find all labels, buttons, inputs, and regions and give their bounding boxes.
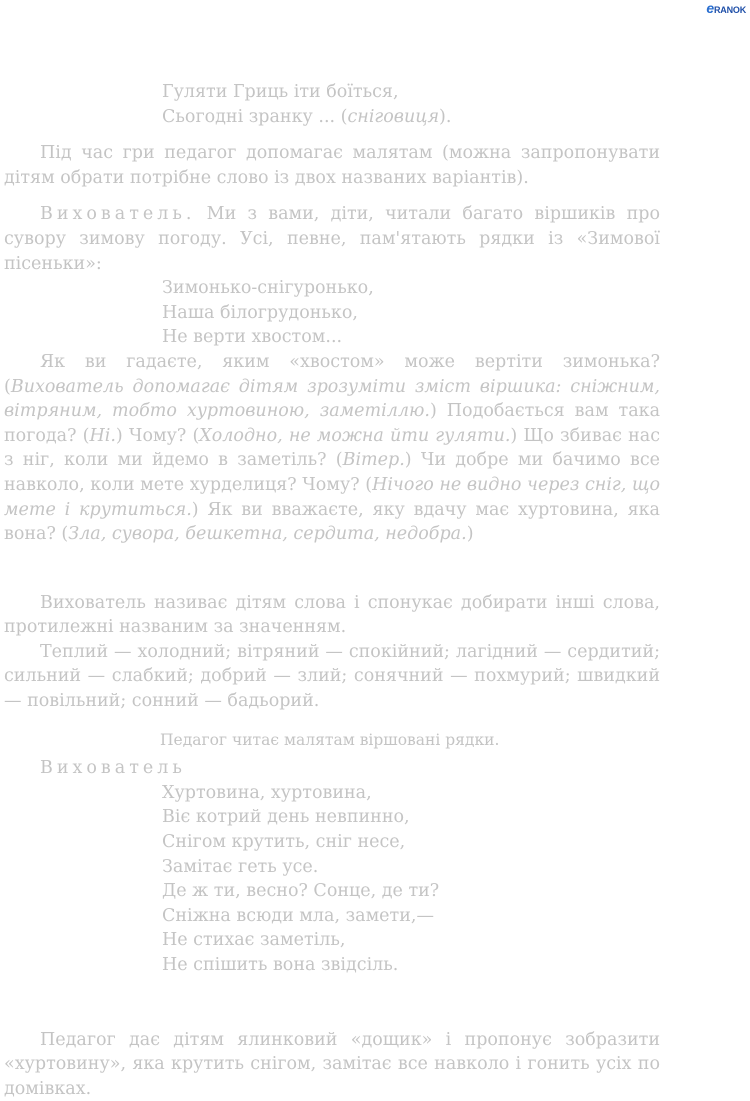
verse-answer: сніговиця bbox=[347, 106, 440, 127]
verse-text: ). bbox=[439, 106, 452, 127]
question-text: ) Подобається вам така погода? ( bbox=[4, 401, 660, 446]
verse-line: Гуляти Гриць іти боїться, bbox=[162, 82, 399, 102]
verse-line: Не спішить вона звідсіль. bbox=[162, 955, 399, 975]
question-text: Як ви гадаєте, яким «хвостом» може вертіти зимонька? ( bbox=[4, 351, 660, 397]
logo-mark: e bbox=[706, 0, 714, 16]
verse-line: Сніжна всюди мла, замети,— bbox=[162, 905, 434, 926]
verse-line: Не верти хвостом... bbox=[162, 327, 343, 348]
verse-line: Віє котрий день невпинно, bbox=[162, 807, 410, 828]
paragraph-hint: Під час гри педагог допомагає малятам (можна запропонувати дітям обрати потрібне слово із двох названих варіантів). bbox=[4, 143, 660, 188]
paragraph-questions bbox=[4, 350, 660, 547]
paragraph-antonyms-intro: Вихователь називає дітям слова і спонукає добирати інші слова, протилежні названим за значенням. bbox=[4, 592, 660, 638]
verse-text: Сьогодні зранку ... ( bbox=[162, 106, 348, 127]
question-text: ) bbox=[466, 524, 474, 545]
speaker-label: Вихователь bbox=[40, 758, 186, 779]
stage-note: Педагог читає малятам віршовані рядки. bbox=[160, 730, 500, 749]
publisher-logo bbox=[706, 0, 746, 16]
answer-text: Вітер. bbox=[342, 450, 405, 471]
paragraph-activity: Педагог дає дітям ялинковий «дощик» і пропонує зобразити «хуртовину», яка крутить снігом, замітає все навколо і гонить усіх по домівках. bbox=[4, 1029, 660, 1099]
verse-line: Не стихає заметіль, bbox=[162, 930, 346, 951]
question-text: ) Чи добре ми бачимо все навколо, коли мете хурделиця? Чому? ( bbox=[4, 450, 660, 495]
answer-text: Зла, сувора, бешкетна, сердита, недобра. bbox=[68, 524, 467, 545]
speaker-label: Вихователь. bbox=[40, 204, 196, 225]
verse-line: Наша білогрудонько, bbox=[162, 302, 358, 323]
verse-line: Зимонько-снігуронько, bbox=[162, 278, 374, 299]
question-text: ) Чому? ( bbox=[115, 425, 200, 446]
question-text: ) Як ви вважаєте, яку вдачу має хуртовина, яка вона? ( bbox=[4, 499, 660, 545]
verse-block bbox=[4, 781, 660, 978]
verse-line: Снігом крутить, сніг несе, bbox=[162, 832, 406, 853]
logo-text: RANOK bbox=[714, 5, 746, 15]
answer-text: Нічого не видно через сніг, що мете і крутиться. bbox=[4, 474, 660, 520]
paragraph-teacher-intro bbox=[4, 202, 660, 276]
paragraph-text: Ми з вами, діти, читали багато віршиків про сувору зимову погоду. Усі, певне, пам'ятають рядки із «Зимової пісеньки»: bbox=[4, 204, 660, 274]
verse-line: Де ж ти, весно? Сонце, де ти? bbox=[162, 881, 440, 902]
document-page bbox=[4, 0, 660, 1101]
verse-line: Хуртовина, хуртовина, bbox=[162, 782, 372, 803]
answer-text: Холодно, не можна йти гуляти. bbox=[199, 425, 511, 446]
verse-line bbox=[4, 105, 660, 130]
speaker-line bbox=[4, 756, 660, 781]
paragraph-antonyms-list: Теплий — холодний; вітряний — спокійний; лагідний — сердитий; сильний — слабкий; добрий — злий; сонячний — похмурий; швидкий — повільний; сонний — бадьорий. bbox=[4, 641, 660, 712]
answer-text: Вихователь допомагає дітям зрозуміти зміст віршика: сніжним, вітряним, тобто хуртовиною, заметіллю. bbox=[4, 376, 660, 422]
verse-line: Замітає геть усе. bbox=[162, 856, 319, 877]
question-text: ) Що збиває нас з ніг, коли ми йдемо в заметіль? ( bbox=[4, 425, 660, 471]
answer-text: Ні. bbox=[89, 425, 116, 446]
